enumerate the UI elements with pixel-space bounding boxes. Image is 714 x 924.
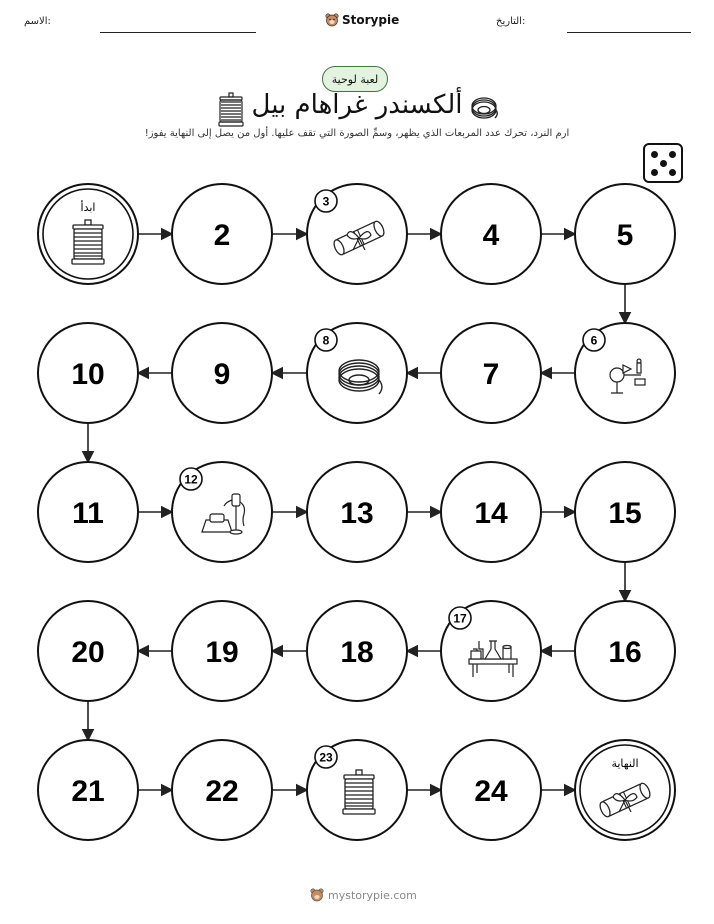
square-number: 13: [340, 497, 374, 530]
board-square-4[interactable]: [441, 184, 541, 284]
footer-url: mystorypie.com: [328, 888, 417, 902]
square-number: 15: [608, 497, 642, 530]
board-square-13[interactable]: [307, 462, 407, 562]
square-number: 9: [213, 358, 231, 391]
board-square-22[interactable]: [172, 740, 272, 840]
board-square-9[interactable]: [172, 323, 272, 423]
end-label: النهاية: [611, 757, 639, 770]
game-badge: لعبة لوحية: [322, 66, 388, 92]
footer: [310, 888, 417, 902]
board-square-11[interactable]: [38, 462, 138, 562]
square-number: 18: [340, 636, 374, 669]
square-number: 12: [184, 472, 198, 487]
square-number: 19: [205, 636, 239, 669]
square-number: 5: [616, 219, 634, 252]
date-label: التاريخ:: [496, 16, 526, 27]
instructions: ارم النرد، تحرك عدد المربعات الذي يظهر، وسمِّ الصورة التي تقف عليها. أول من يصل إلى النهاية يفوز!: [144, 128, 570, 139]
board-square-2[interactable]: [172, 184, 272, 284]
square-number: 22: [205, 775, 239, 808]
square-number: 3: [322, 194, 330, 209]
board-square-24[interactable]: [441, 740, 541, 840]
square-circle: [575, 740, 675, 840]
start-label: ابدأ: [80, 201, 96, 214]
square-number: 11: [72, 497, 104, 530]
board-square-21[interactable]: [38, 740, 138, 840]
square-number: 8: [322, 333, 330, 348]
board-square-10[interactable]: [38, 323, 138, 423]
square-number: 4: [482, 219, 500, 252]
square-number: 16: [608, 636, 642, 669]
square-number: 17: [453, 611, 467, 626]
board-square-5[interactable]: [575, 184, 675, 284]
board-square-15[interactable]: [575, 462, 675, 562]
board-square-3[interactable]: [307, 184, 407, 284]
board-square-17[interactable]: [441, 601, 541, 701]
board-square-23[interactable]: [307, 740, 407, 840]
coil-icon: [343, 770, 375, 814]
name-label: الاسم:: [24, 16, 51, 27]
board-square-19[interactable]: [172, 601, 272, 701]
square-number: 14: [474, 497, 508, 530]
square-number: 2: [213, 219, 231, 252]
board-square-14[interactable]: [441, 462, 541, 562]
square-number: 23: [319, 750, 333, 765]
board-square-7[interactable]: [441, 323, 541, 423]
board-square-18[interactable]: [307, 601, 407, 701]
board-square-20[interactable]: [38, 601, 138, 701]
board-square-8[interactable]: [307, 323, 407, 423]
board-square-25[interactable]: [575, 740, 675, 840]
square-number: 6: [590, 333, 598, 348]
board-square-6[interactable]: [575, 323, 675, 423]
coil-icon: [72, 220, 104, 264]
board-square-1[interactable]: [38, 184, 138, 284]
page-title: ألكسندر غراهام بيل: [251, 90, 463, 120]
bear-icon: [310, 888, 324, 902]
brand-name: Storypie: [342, 13, 400, 27]
board-square-16[interactable]: [575, 601, 675, 701]
board-square-12[interactable]: [172, 462, 272, 562]
square-number: 24: [474, 775, 508, 808]
square-number: 7: [482, 358, 500, 391]
square-number: 21: [71, 775, 105, 808]
square-number: 10: [71, 358, 105, 391]
square-number: 20: [71, 636, 105, 669]
